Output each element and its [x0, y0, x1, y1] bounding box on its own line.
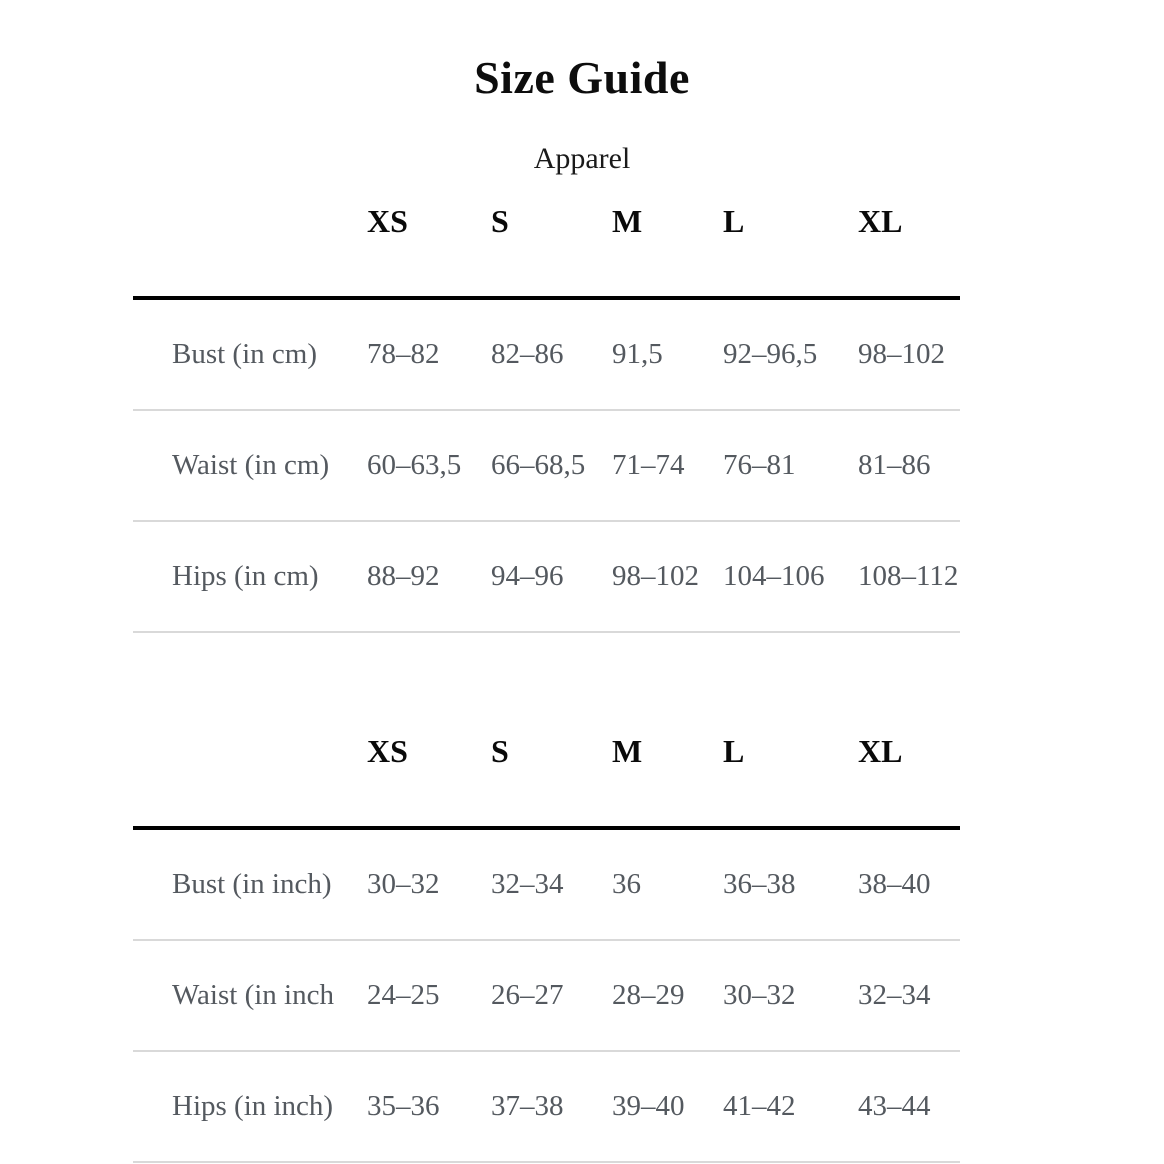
- size-value: 37–38: [491, 1051, 612, 1162]
- size-value: 81–86: [858, 410, 960, 521]
- size-value: 26–27: [491, 940, 612, 1051]
- size-value: 76–81: [723, 410, 858, 521]
- row-label: Waist (in inch: [133, 940, 367, 1051]
- table-row-hips-cm: [133, 521, 960, 632]
- size-col-xs: XS: [367, 723, 491, 828]
- size-header-spacer: [133, 193, 367, 298]
- row-label: Hips (in inch): [133, 1051, 367, 1162]
- table-row-waist-cm: [133, 410, 960, 521]
- size-value: 108–112: [858, 521, 960, 632]
- row-label: Waist (in cm): [133, 410, 367, 521]
- table-row-hips-inch: [133, 1051, 960, 1162]
- size-col-s: S: [491, 723, 612, 828]
- size-table-inch: [133, 723, 960, 1163]
- size-value: 32–34: [491, 828, 612, 940]
- table-row-bust-inch: [133, 828, 960, 940]
- row-label: Bust (in cm): [133, 298, 367, 410]
- size-value: 36–38: [723, 828, 858, 940]
- size-value: 88–92: [367, 521, 491, 632]
- size-value: 92–96,5: [723, 298, 858, 410]
- size-col-xl: XL: [858, 193, 960, 298]
- size-value: 41–42: [723, 1051, 858, 1162]
- size-value: 35–36: [367, 1051, 491, 1162]
- size-value: 91,5: [612, 298, 723, 410]
- page-subtitle: Apparel: [533, 141, 631, 175]
- size-value: 28–29: [612, 940, 723, 1051]
- size-col-xl: XL: [858, 723, 960, 828]
- size-col-xs: XS: [367, 193, 491, 298]
- size-value: 39–40: [612, 1051, 723, 1162]
- row-label: Bust (in inch): [133, 828, 367, 940]
- size-value: 43–44: [858, 1051, 960, 1162]
- size-value: 78–82: [367, 298, 491, 410]
- table-row-bust-cm: [133, 298, 960, 410]
- size-value: 38–40: [858, 828, 960, 940]
- table-row-waist-inch: [133, 940, 960, 1051]
- size-table-cm: [133, 193, 960, 633]
- size-header-spacer: [133, 723, 367, 828]
- size-value: 30–32: [723, 940, 858, 1051]
- size-value: 94–96: [491, 521, 612, 632]
- row-label: Hips (in cm): [133, 521, 367, 632]
- size-value: 60–63,5: [367, 410, 491, 521]
- size-header-row: [133, 723, 960, 828]
- size-col-l: L: [723, 193, 858, 298]
- size-value: 24–25: [367, 940, 491, 1051]
- size-value: 66–68,5: [491, 410, 612, 521]
- page-title: Size Guide: [474, 52, 690, 103]
- size-col-m: M: [612, 723, 723, 828]
- size-col-l: L: [723, 723, 858, 828]
- size-value: 82–86: [491, 298, 612, 410]
- size-value: 104–106: [723, 521, 858, 632]
- size-value: 98–102: [612, 521, 723, 632]
- size-header-row: [133, 193, 960, 298]
- size-value: 30–32: [367, 828, 491, 940]
- size-value: 98–102: [858, 298, 960, 410]
- size-value: 71–74: [612, 410, 723, 521]
- size-col-s: S: [491, 193, 612, 298]
- size-value: 32–34: [858, 940, 960, 1051]
- size-col-m: M: [612, 193, 723, 298]
- size-value: 36: [612, 828, 723, 940]
